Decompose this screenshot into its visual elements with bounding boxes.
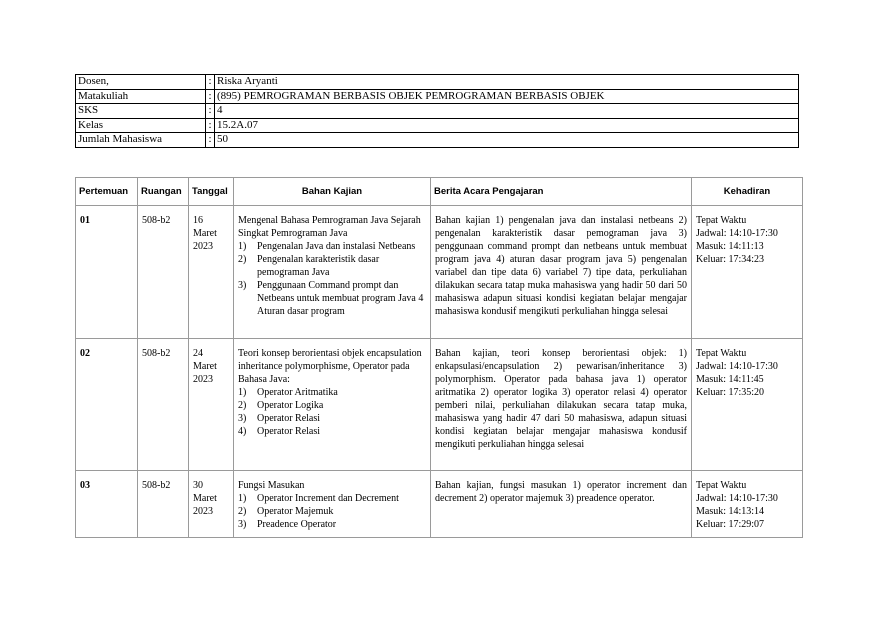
- info-row-sks: [76, 104, 799, 119]
- tanggal-cell: [189, 206, 234, 339]
- bahan-list: [238, 240, 426, 318]
- bahan-item-number: 1): [238, 387, 247, 398]
- kehadiran-masuk: Masuk: 14:13:14: [696, 506, 765, 517]
- pertemuan-cell: 03: [76, 471, 138, 538]
- tanggal-year: 2023: [193, 374, 213, 385]
- bahan-kajian-cell: [234, 471, 431, 538]
- kehadiran-jadwal: Jadwal: 14:10-17:30: [696, 493, 778, 504]
- kehadiran-status: Tepat Waktu: [696, 348, 747, 359]
- info-value-sks: 4: [215, 104, 799, 119]
- bahan-kajian-cell: [234, 206, 431, 339]
- bahan-intro: Teori konsep berorientasi objek encapsulation inheritance polymorphisme, Operator pada Bahasa Java:: [238, 348, 422, 385]
- bahan-list-item: [238, 425, 426, 438]
- bahan-list: [238, 386, 426, 438]
- bahan-list-item: [238, 240, 426, 253]
- info-key: Jumlah Mahasiswa: [76, 133, 206, 148]
- berita-acara-cell: Bahan kajian, teori konsep berorientasi objek: 1) enkapsulasi/encapsulation 2) pewarisan/inheritance 3) polymorphism. Operator pada bahasa java 1) operator aritmatika 2) operator logika 3) operator relasi 4) operator pemberi nilai, perkuliahan dilakukan secara tatap muka, mahasiswa yang hadir 47 dari 50 mahasiswa, adapun situasi kondisi kegiatan belajar mengajar mahasiswa kondusif mengikuti perkuliahan hingga selesai: [431, 339, 692, 471]
- info-row-jumlah-mahasiswa: [76, 133, 799, 148]
- table-row: [76, 206, 803, 339]
- kehadiran-jadwal: Jadwal: 14:10-17:30: [696, 361, 778, 372]
- bahan-item-text: Preadence Operator: [257, 519, 337, 530]
- bahan-kajian-cell: [234, 339, 431, 471]
- info-separator: :: [206, 104, 215, 119]
- bahan-item-text: Pengenalan karakteristik dasar pemograman Java: [257, 254, 380, 278]
- tanggal-cell: [189, 339, 234, 471]
- ruangan-cell: 508-b2: [138, 206, 189, 339]
- kehadiran-keluar: Keluar: 17:34:23: [696, 254, 765, 265]
- tanggal-year: 2023: [193, 241, 213, 252]
- bahan-item-text: Operator Increment dan Decrement: [257, 493, 399, 504]
- table-row: [76, 339, 803, 471]
- tanggal-day: 16: [193, 215, 203, 226]
- bahan-list-item: [238, 279, 426, 318]
- tanggal-month: Maret: [193, 493, 217, 504]
- kehadiran-cell: [692, 206, 803, 339]
- info-value-kelas: 15.2A.07: [215, 118, 799, 133]
- header-kehadiran: Kehadiran: [692, 178, 803, 206]
- bahan-item-text: Penggunaan Command prompt dan Netbeans untuk membuat program Java 4 Aturan dasar program: [257, 280, 424, 317]
- berita-acara-cell: Bahan kajian 1) pengenalan java dan instalasi netbeans 2) pengenalan karakteristik dasar pemograman java 3) penggunaan command prompt dan netbeans untuk membuat program java 4) aturan dasar program java 5) pengenalan variabel dan tipe data 6) variabel 7) tipe data, perkuliahan dilakukan secara tatap muka mahasiswa yang hadir 50 dari 50 mahasiswa adapun situasi kondisi kegiatan belajar mengajar mahasiswa kondusif mengikuti perkuliahan hingga selesai: [431, 206, 692, 339]
- info-key: Kelas: [76, 118, 206, 133]
- kehadiran-keluar: Keluar: 17:35:20: [696, 387, 765, 398]
- kehadiran-status: Tepat Waktu: [696, 480, 747, 491]
- kehadiran-cell: [692, 339, 803, 471]
- bahan-item-number: 2): [238, 506, 247, 517]
- ruangan-cell: 508-b2: [138, 471, 189, 538]
- info-key: Dosen,: [76, 75, 206, 90]
- kehadiran-masuk: Masuk: 14:11:45: [696, 374, 764, 385]
- bahan-list: [238, 492, 426, 531]
- info-separator: :: [206, 89, 215, 104]
- info-separator: :: [206, 133, 215, 148]
- info-separator: :: [206, 75, 215, 90]
- tanggal-year: 2023: [193, 506, 213, 517]
- bahan-item-number: 2): [238, 254, 247, 265]
- bahan-list-item: [238, 505, 426, 518]
- kehadiran-keluar: Keluar: 17:29:07: [696, 519, 765, 530]
- attendance-table: [75, 177, 803, 538]
- tanggal-day: 24: [193, 348, 203, 359]
- bahan-item-text: Operator Aritmatika: [257, 387, 338, 398]
- bahan-item-number: 3): [238, 519, 247, 530]
- tanggal-day: 30: [193, 480, 203, 491]
- bahan-list-item: [238, 253, 426, 279]
- bahan-item-text: Operator Relasi: [257, 413, 321, 424]
- kehadiran-status: Tepat Waktu: [696, 215, 747, 226]
- ruangan-cell: 508-b2: [138, 339, 189, 471]
- table-row: [76, 471, 803, 538]
- bahan-item-text: Operator Relasi: [257, 426, 321, 437]
- bahan-item-text: Operator Logika: [257, 400, 324, 411]
- course-info-table: [75, 74, 799, 148]
- tanggal-month: Maret: [193, 228, 217, 239]
- kehadiran-masuk: Masuk: 14:11:13: [696, 241, 764, 252]
- bahan-list-item: [238, 492, 426, 505]
- pertemuan-cell: 01: [76, 206, 138, 339]
- kehadiran-cell: [692, 471, 803, 538]
- berita-acara-cell: Bahan kajian, fungsi masukan 1) operator increment dan decrement 2) operator majemuk 3) preadence operator.: [431, 471, 692, 538]
- kehadiran-jadwal: Jadwal: 14:10-17:30: [696, 228, 778, 239]
- bahan-item-number: 1): [238, 241, 247, 252]
- bahan-list-item: [238, 386, 426, 399]
- pertemuan-cell: 02: [76, 339, 138, 471]
- header-pertemuan: Pertemuan: [76, 178, 138, 206]
- header-tanggal: Tanggal: [189, 178, 234, 206]
- bahan-list-item: [238, 412, 426, 425]
- info-key: SKS: [76, 104, 206, 119]
- header-berita-acara: Berita Acara Pengajaran: [431, 178, 692, 206]
- bahan-item-number: 3): [238, 413, 247, 424]
- header-bahan-kajian: Bahan Kajian: [234, 178, 431, 206]
- header-ruangan: Ruangan: [138, 178, 189, 206]
- bahan-list-item: [238, 518, 426, 531]
- info-separator: :: [206, 118, 215, 133]
- info-value-jumlah-mahasiswa: 50: [215, 133, 799, 148]
- info-row-dosen: [76, 75, 799, 90]
- bahan-item-number: 1): [238, 493, 247, 504]
- tanggal-month: Maret: [193, 361, 217, 372]
- tanggal-cell: [189, 471, 234, 538]
- bahan-item-text: Pengenalan Java dan instalasi Netbeans: [257, 241, 416, 252]
- bahan-item-number: 3): [238, 280, 247, 291]
- info-row-matakuliah: [76, 89, 799, 104]
- info-key: Matakuliah: [76, 89, 206, 104]
- bahan-item-text: Operator Majemuk: [257, 506, 334, 517]
- bahan-intro: Mengenal Bahasa Pemrograman Java Sejarah Singkat Pemrograman Java: [238, 215, 421, 239]
- bahan-item-number: 2): [238, 400, 247, 411]
- table-header-row: [76, 178, 803, 206]
- bahan-item-number: 4): [238, 426, 247, 437]
- bahan-list-item: [238, 399, 426, 412]
- bahan-intro: Fungsi Masukan: [238, 480, 305, 491]
- info-row-kelas: [76, 118, 799, 133]
- info-value-matakuliah: (895) PEMROGRAMAN BERBASIS OBJEK PEMROGRAMAN BERBASIS OBJEK: [215, 89, 799, 104]
- info-value-dosen: Riska Aryanti: [215, 75, 799, 90]
